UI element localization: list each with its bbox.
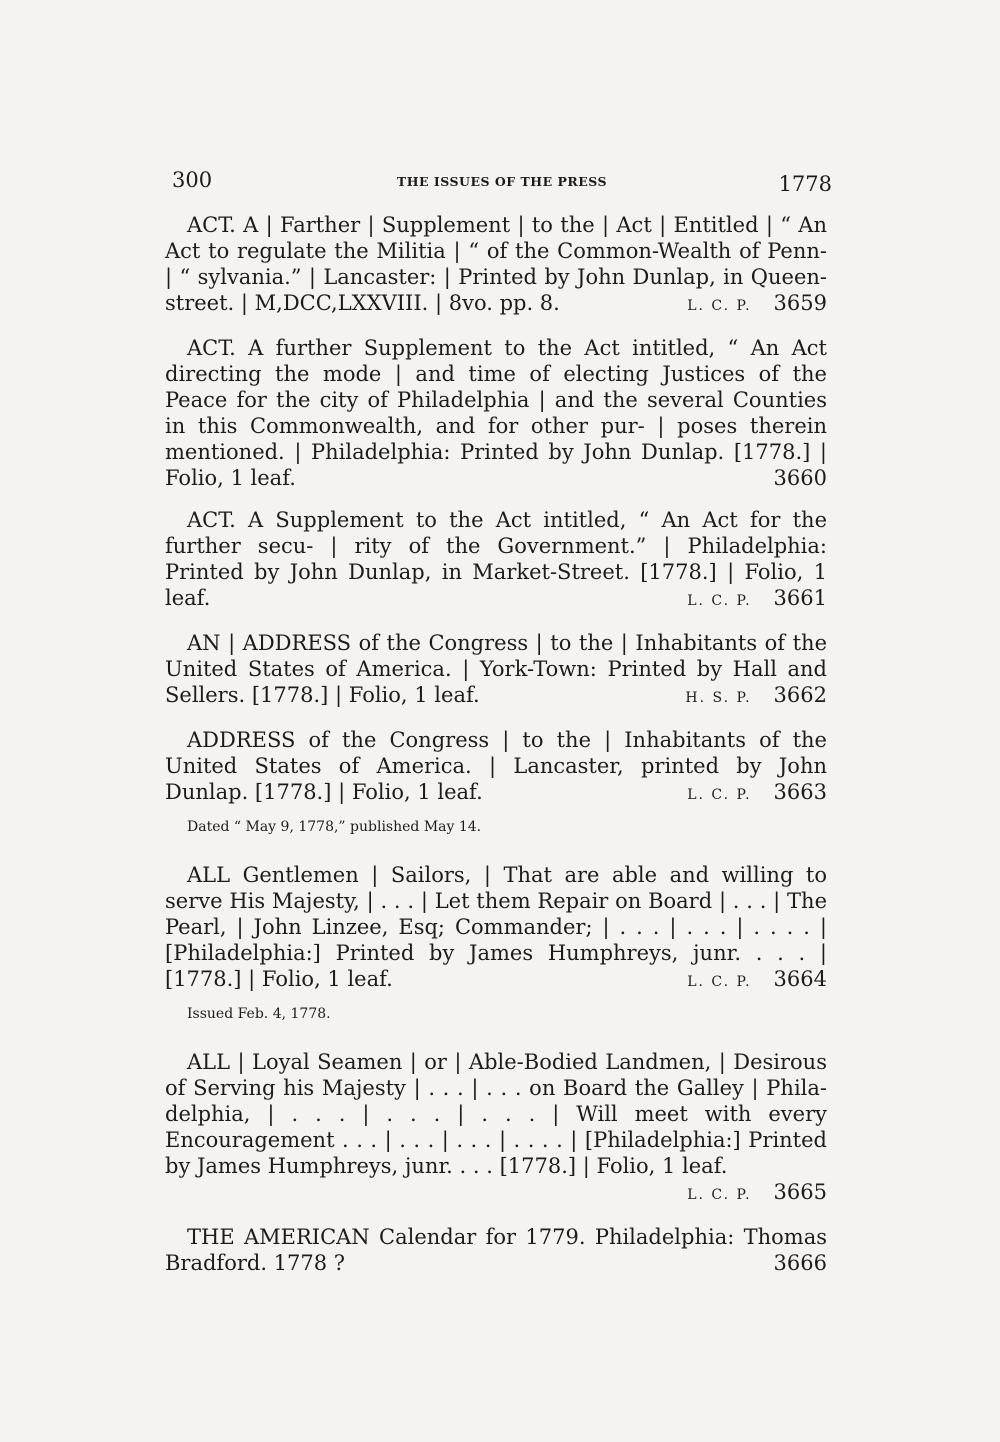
entry-3659 [165, 212, 827, 319]
entry-text: ALL | Loyal Seamen | or | Able-Bodied Landmen, | Desirous of Serving his Majesty | . . . | . . . on Board the Galley | Phila-delphia, | . . . | . . . | . . . | Will meet with every Encouragement . . . | . . . | . . . | . . . . | [Philadelphia:] Printed by James Humphreys, junr. . . . [1778.] | Folio, 1 leaf. L. C. P. 3665 [165, 1050, 827, 1204]
entry-location: L. C. P. [687, 1187, 752, 1203]
entry-text: ALL Gentlemen | Sailors, | That are able and willing to serve His Majesty, | . . . | Let them Repair on Board | . . . | The Pearl, | John Linzee, Esq; Commander; | . . . | . . . | . . . . | [Philadelphia:] Printed by James Humphreys, junr. . . . | [1778.] | Folio, 1 leaf. L. C. P. 3664 [165, 863, 827, 991]
entry-location: L. C. P. [687, 787, 752, 803]
entry-location: L. C. P. [687, 974, 752, 990]
entry-number: 3661 [773, 586, 827, 610]
entry-location: L. C. P. [687, 593, 752, 609]
entry-text: AN | ADDRESS of the Congress | to the | Inhabitants of the United States of America. | York-Town: Printed by Hall and Sellers. [1778.] | Folio, 1 leaf. H. S. P. 3662 [165, 631, 827, 707]
entry-number: 3659 [773, 291, 827, 315]
entry-number: 3666 [773, 1251, 827, 1275]
entry-3663 [165, 727, 827, 836]
page-number: 300 [172, 168, 213, 192]
entry-number: 3663 [773, 780, 827, 804]
entry-text: THE AMERICAN Calendar for 1779. Philadelphia: Thomas Bradford. 1778 ? 3666 [165, 1225, 827, 1275]
entry-3660 [165, 335, 827, 491]
entry-3665 [165, 1049, 827, 1208]
entry-number: 3660 [773, 466, 827, 490]
entry-number: 3664 [773, 967, 827, 991]
entry-3662 [165, 630, 827, 711]
bibliography-entries [165, 212, 827, 1292]
entry-location: H. S. P. [685, 690, 752, 706]
entry-3661 [165, 507, 827, 614]
entry-3666 [165, 1224, 827, 1276]
entry-text: ACT. A | Farther | Supplement | to the | Act | Entitled | “ An Act to regulate the Militia | “ of the Common-Wealth of Penn- | “ sylvania.” | Lancaster: | Printed by John Dunlap, in Queen-street. | M,DCC,LXXVIII. | 8vo. pp. 8. L. C. P. 3659 [165, 213, 827, 315]
entry-note: Issued Feb. 4, 1778. [187, 1006, 331, 1022]
entry-text: ACT. A further Supplement to the Act intitled, “ An Act directing the mode | and time of electing Justices of the Peace for the city of Philadelphia | and the several Counties in this Commonwealth, and for other pur- | poses therein mentioned. | Philadelphia: Printed by John Dunlap. [1778.] | Folio, 1 leaf. 3660 [165, 336, 827, 490]
page-header [172, 168, 832, 202]
entry-text: ACT. A Supplement to the Act intitled, “ An Act for the further secu- | rity of the Government.” | Philadelphia: Printed by John Dunlap, in Market-Street. [1778.] | Folio, 1 leaf. L. C. P. 3661 [165, 508, 827, 610]
entry-3664 [165, 862, 827, 1023]
entry-note: Dated “ May 9, 1778,” published May 14. [187, 819, 482, 835]
entry-text: ADDRESS of the Congress | to the | Inhabitants of the United States of America. | Lancaster, printed by John Dunlap. [1778.] | Folio, 1 leaf. L. C. P. 3663 [165, 728, 827, 804]
entry-number: 3662 [773, 683, 827, 707]
entry-location: L. C. P. [687, 298, 752, 314]
header-year: 1778 [778, 172, 832, 196]
running-title: THE ISSUES OF THE PRESS [396, 174, 608, 189]
entry-number: 3665 [773, 1180, 827, 1204]
